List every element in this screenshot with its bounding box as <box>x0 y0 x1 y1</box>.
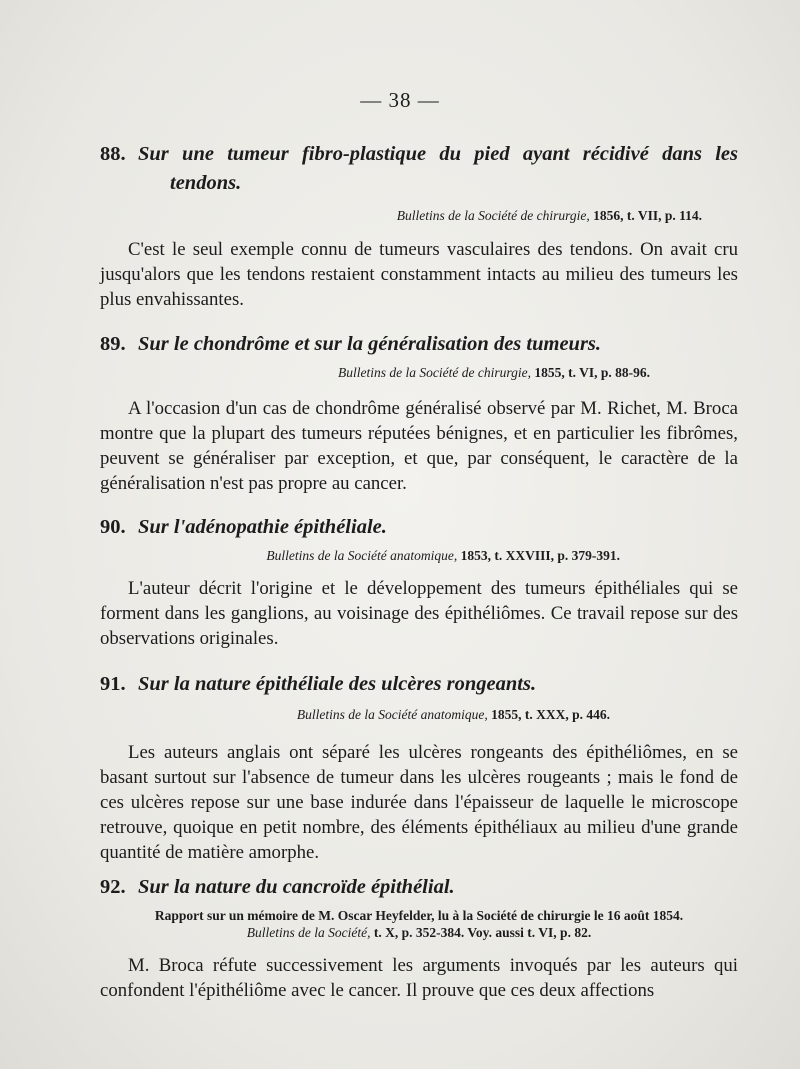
source-journal: Bulletins de la Société anatomique, <box>296 707 488 722</box>
entry-source <box>100 208 738 224</box>
entry-title-text: Sur la nature du cancroïde épithélial. <box>138 876 455 898</box>
source-journal: Bulletins de la Société de chirurgie, <box>396 208 590 223</box>
source-reference: t. X, p. 352-384. Voy. aussi t. VI, p. 82. <box>373 925 592 940</box>
entry-report: Rapport sur un mémoire de M. Oscar Heyfelder, lu à la Société de chirurgie le 16 août 1854. <box>154 908 684 923</box>
entry-body: C'est le seul exemple connu de tumeurs vasculaires des tendons. On avait cru jusqu'alors que les tendons restaient constamment intacts au milieu des tumeurs les plus envahissantes. <box>100 239 738 310</box>
entry-source <box>100 925 738 941</box>
entry-90 <box>100 513 738 651</box>
source-reference: 1853, t. XXVIII, p. 379-391. <box>460 548 620 563</box>
entry-body: Les auteurs anglais ont séparé les ulcères rongeants des épithéliômes, en se basant surtout sur l'absence de tumeur dans les ulcères rougeants ; mais le fond de ces ulcères repose sur une base indurée dans l'épaisseur de laquelle le microscope retrouve, quoique en petit nombre, des éléments épithéliaux au milieu d'une grande quantité de matière amorphe. <box>100 742 738 863</box>
page-number: — 38 — <box>360 88 440 112</box>
entry-title <box>100 330 738 359</box>
entry-number: 91. <box>100 673 126 695</box>
entry-source <box>100 707 738 723</box>
source-reference: 1856, t. VII, p. 114. <box>593 208 702 223</box>
entry-number: 89. <box>100 333 126 355</box>
entry-title-text: Sur l'adénopathie épithéliale. <box>138 516 387 538</box>
entry-91 <box>100 670 738 865</box>
source-reference: 1855, t. XXX, p. 446. <box>491 707 610 722</box>
entry-92 <box>100 873 738 1003</box>
entry-number: 88. <box>100 143 126 165</box>
source-journal: Bulletins de la Société anatomique, <box>266 548 458 563</box>
entry-number: 90. <box>100 516 126 538</box>
source-journal: Bulletins de la Société, <box>246 925 371 940</box>
entry-88 <box>100 140 738 312</box>
entry-title <box>100 140 738 198</box>
source-journal: Bulletins de la Société de chirurgie, <box>338 365 531 380</box>
entry-body: M. Broca réfute successivement les arguments invoqués par les auteurs qui confondent l'épithéliôme avec le cancer. Il prouve que ces deux affections <box>100 955 738 1001</box>
entry-title-text: Sur la nature épithéliale des ulcères rongeants. <box>138 673 537 695</box>
entry-title-text: Sur le chondrôme et sur la généralisation des tumeurs. <box>138 333 602 355</box>
entry-title <box>100 873 738 902</box>
entry-body: L'auteur décrit l'origine et le développement des tumeurs épithéliales qui se forment dans les ganglions, au voisinage des épithéliômes. Ce travail repose sur des observations originales. <box>100 578 738 649</box>
entry-title-text: Sur une tumeur fibro-plastique du pied ayant récidivé dans les tendons. <box>138 143 738 194</box>
entry-89 <box>100 330 738 496</box>
entry-title <box>100 670 738 699</box>
entry-source <box>100 365 738 381</box>
source-reference: 1855, t. VI, p. 88-96. <box>534 365 650 380</box>
entry-number: 92. <box>100 876 126 898</box>
entry-title <box>100 513 738 542</box>
entry-body: A l'occasion d'un cas de chondrôme généralisé observé par M. Richet, M. Broca montre que la plupart des tumeurs réputées bénignes, et en particulier les fibrômes, peuvent se généraliser par exception, et que, par conséquent, le caractère de la généralisation n'est pas propre au cancer. <box>100 398 738 494</box>
entry-source <box>100 548 738 564</box>
